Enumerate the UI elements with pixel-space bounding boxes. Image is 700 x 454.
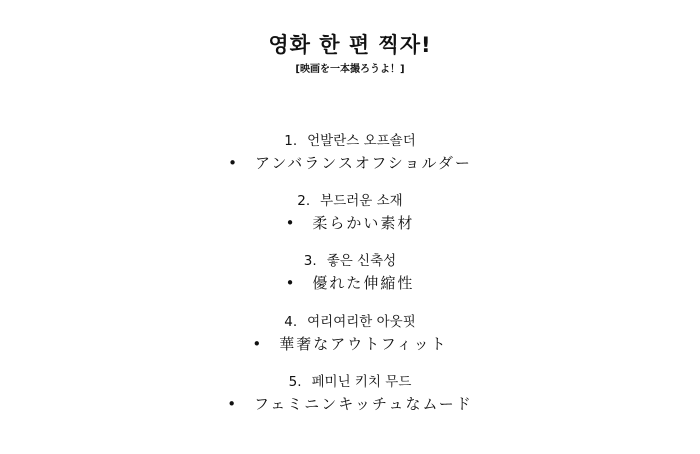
korean-line (0, 252, 700, 270)
list-item (0, 132, 700, 173)
korean-line (0, 373, 700, 391)
japanese-text: 柔らかい素材 (312, 214, 415, 232)
korean-text: 좋은 신축성 (326, 253, 397, 269)
bullet-icon: • (227, 395, 237, 413)
list-item (0, 192, 700, 233)
bullet-icon: • (228, 154, 237, 172)
korean-text: 여리여리한 아웃핏 (307, 314, 416, 330)
japanese-text: 華奢なアウトフィット (279, 335, 448, 353)
page-title: 영화 한 편 찍자! (268, 33, 432, 57)
korean-line (0, 132, 700, 150)
bullet-icon: • (285, 214, 295, 232)
bullet-icon: • (252, 335, 262, 353)
japanese-text: 優れた伸縮性 (312, 274, 415, 292)
item-number: 2. (297, 193, 311, 209)
bullet-icon: • (285, 274, 295, 292)
item-number: 1. (284, 133, 298, 149)
korean-line (0, 192, 700, 210)
item-number: 3. (303, 253, 317, 269)
list-item (0, 252, 700, 293)
korean-text: 부드러운 소재 (320, 193, 403, 209)
japanese-line (0, 273, 700, 293)
korean-text: 페미닌 키치 무드 (311, 374, 412, 390)
japanese-line (0, 334, 700, 354)
item-number: 5. (288, 374, 302, 390)
page-subtitle: [映画を一本撮ろうよ！] (295, 64, 405, 75)
japanese-text: フェミニンキッチュなムード (254, 395, 473, 413)
item-number: 4. (284, 314, 298, 330)
korean-line (0, 313, 700, 331)
japanese-line (0, 213, 700, 233)
list-item (0, 373, 700, 414)
list-item (0, 313, 700, 354)
japanese-line (0, 153, 700, 173)
japanese-line (0, 394, 700, 414)
japanese-text: アンバランスオフショルダー (254, 154, 472, 172)
korean-text: 언발란스 오프숄더 (307, 133, 416, 149)
